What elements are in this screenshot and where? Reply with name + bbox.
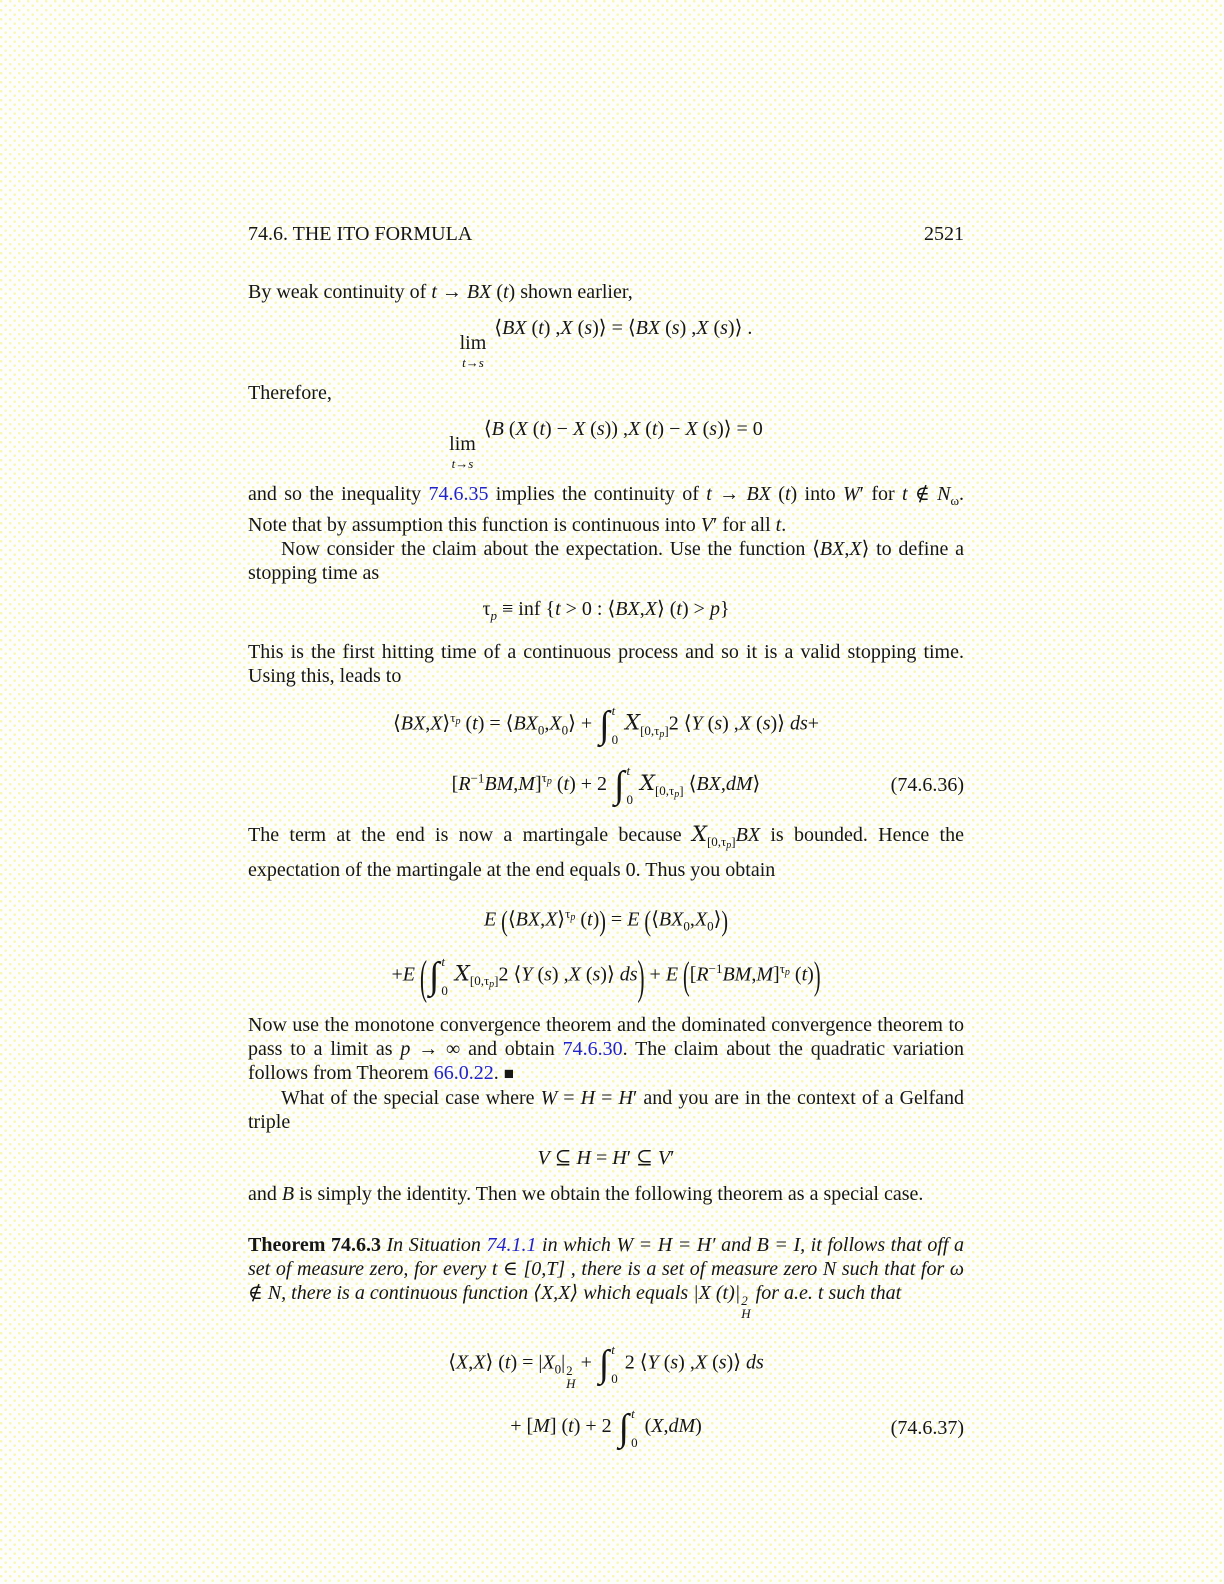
script-X-indicator: X xyxy=(625,710,641,735)
equation-limit-zero: lim t→s ⟨B (X (t) − X (s)) ,X (t) − X (s)⟩ = 0 xyxy=(449,418,763,471)
equation-expectation-equality: E (⟨BX,X⟩$^{\tau p}$ (t)) = E $(⟨BX_0,X_0⟩)$ xyxy=(483,905,729,938)
equation-expectation-sum: +E ( ∫ t 0 $X_{[0,\tau p]}2$ ⟨Y (s) ,X (s)⟩ ds) + E ($[R^{-1}BM,M]^{\tau p}$ (t)) xyxy=(391,950,821,1005)
script-X-indicator: X xyxy=(454,961,470,986)
paragraph-first-hitting-time: This is the first hitting time of a continuous process and so it is a valid stopping time. Using this, leads to xyxy=(248,641,964,687)
equation-74-6-37-line1: ⟨X,X⟩ $(t) = |X_0|$ 2 H + ∫ t 0 2 ⟨Y (s) ,X (s)⟩ ds xyxy=(448,1341,764,1392)
section-heading: 74.6. THE ITO FORMULA xyxy=(248,223,473,245)
ref-link-74-1-1[interactable]: 74.1.1 xyxy=(486,1233,537,1256)
text-column xyxy=(248,222,964,1465)
paragraph-martingale-bounded: The term at the end is now a martingale because $X_{[0,\tau p]}BX$ is bounded. Hence the expectation of the martingale at the end equals 0. Thus you obtain xyxy=(248,822,964,881)
equation-limit-bx: lim t→s ⟨BX (t) ,X (s)⟩ = ⟨BX (s) ,X (s)⟩ . xyxy=(459,317,753,370)
running-header xyxy=(248,222,964,246)
theorem-label: Theorem 74.6.3 xyxy=(248,1233,381,1256)
ref-link-74-6-35[interactable]: 74.6.35 xyxy=(428,483,489,505)
equation-number-74-6-37: (74.6.37) xyxy=(890,1416,964,1439)
equation-gelfand-triple: V ⊆ H = H′ ⊆ V′ xyxy=(537,1146,675,1169)
equation-74-6-36-line1: ⟨BX,X⟩$^{\tau p}$ $(t) = ⟨BX_0,X_0⟩$ + ∫ t 0 $X_{[0,\tau p]}2$ ⟨Y (s) ,X (s)⟩ ds+ xyxy=(392,703,820,747)
page-number: 2521 xyxy=(924,223,964,245)
paragraph-inequality-continuity: and so the inequality 74.6.35 implies the continuity of t → BX (t) into W′ for t ∉ $N_\omega$. Note that by assumption this function is continuous into V′ for all t. xyxy=(248,483,965,536)
paragraph-monotone-convergence: Now use the monotone convergence theorem and the dominated convergence theorem to pass to a limit as p → ∞ and obtain 74.6.30. The claim about the quadratic variation follows from Theorem 66.0.22. ■ xyxy=(248,1013,965,1084)
paragraph-therefore: Therefore, xyxy=(248,382,332,404)
equation-body: $[R^{-1}BM,M]^{\tau p}$ (t) + 2 ∫ t 0 $X_{[0,\tau p]}$ ⟨BX,dM⟩ xyxy=(451,763,761,807)
limit-operator: lim t→s xyxy=(449,433,476,471)
integral-0-t: ∫ t 0 xyxy=(618,1405,638,1450)
equation-number-74-6-36: (74.6.36) xyxy=(890,774,964,796)
integral-0-t: ∫ t 0 xyxy=(599,703,619,747)
equation-74-6-37-line2 xyxy=(248,1405,964,1451)
equation-74-6-36-line2 xyxy=(248,762,964,808)
equation-body: + [M] (t) + 2 ∫ t 0 (X,dM) xyxy=(510,1405,702,1450)
integral-0-t: ∫ t 0 xyxy=(428,953,448,998)
ref-link-66-0-22[interactable]: 66.0.22 xyxy=(433,1061,494,1084)
paragraph-special-case: What of the special case where W = H = H′ and you are in the context of a Gelfand triple xyxy=(248,1086,964,1133)
theorem-74-6-3: Theorem 74.6.3 In Situation 74.1.1 in which W = H = H′ and B = I, it follows that off a set of measure zero, for every t ∈ [0,T] , there is a set of measure zero N such that for ω ∉ N, there is a continuous function ⟨X,X⟩ which equals |X (t)| 2 H for a.e. t such that xyxy=(248,1233,964,1322)
qed-square: ■ xyxy=(503,1063,514,1083)
paragraph-expectation-claim: Now consider the claim about the expectation. Use the function ⟨BX,X⟩ to define a stopping time as xyxy=(248,538,964,584)
script-X-indicator: X xyxy=(639,770,655,795)
paragraph-weak-continuity: By weak continuity of t → BX (t) shown earlier, xyxy=(248,281,633,303)
integral-0-t: ∫ t 0 xyxy=(598,1341,618,1386)
paragraph-b-identity: and B is simply the identity. Then we obtain the following theorem as a special case. xyxy=(248,1182,924,1205)
integral-0-t: ∫ t 0 xyxy=(614,763,633,807)
script-X-indicator: X xyxy=(692,822,707,846)
ref-link-74-6-30[interactable]: 74.6.30 xyxy=(562,1037,623,1060)
limit-operator: lim t→s xyxy=(459,332,487,370)
equation-stopping-time: $\tau_p$ ≡ inf {t > 0 : ⟨BX,X⟩ (t) > p} xyxy=(482,598,730,623)
